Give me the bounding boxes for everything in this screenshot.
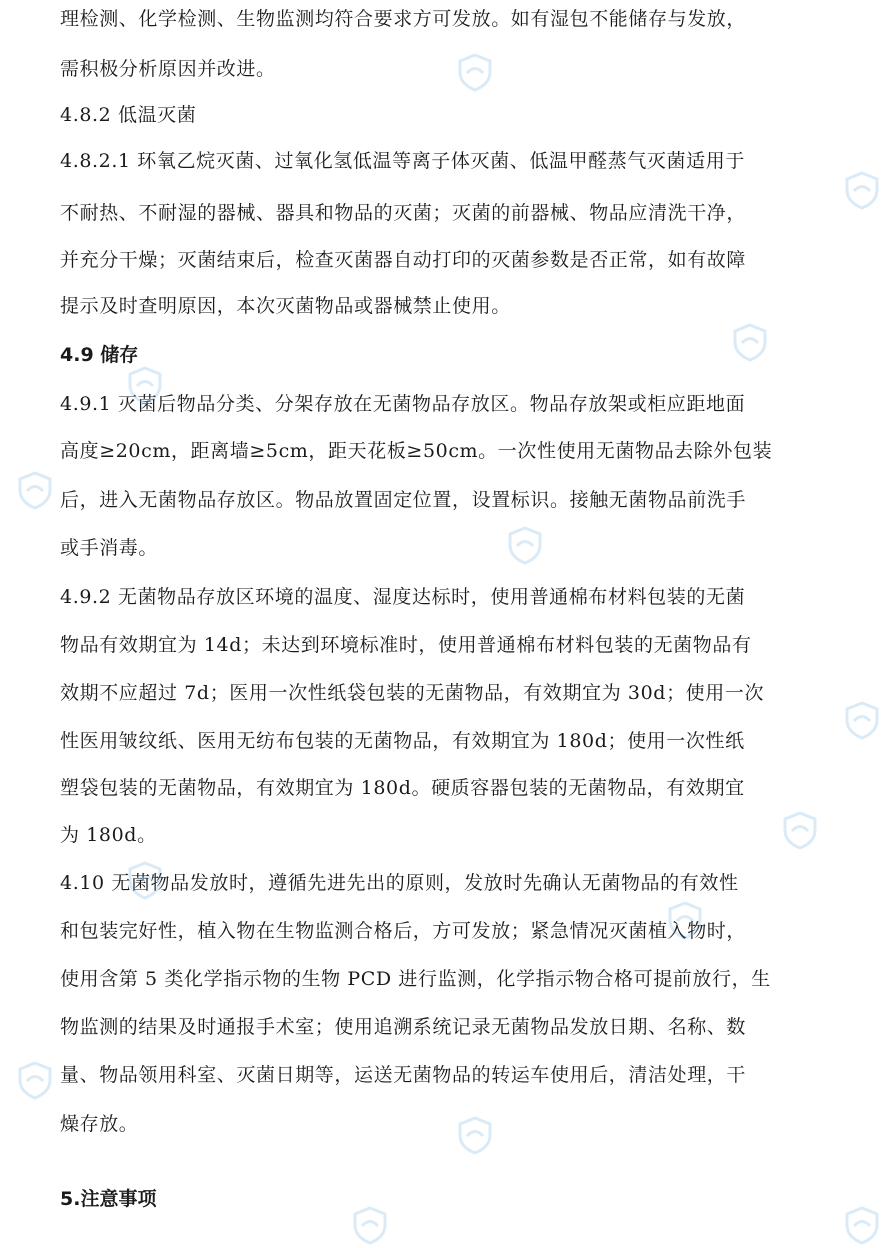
paragraph-line: 提示及时查明原因，本次灭菌物品或器械禁止使用。	[60, 295, 511, 317]
watermark-logo-icon	[15, 1060, 55, 1100]
watermark-logo-icon	[455, 1115, 495, 1155]
paragraph-line: 使用含第 5 类化学指示物的生物 PCD 进行监测，化学指示物合格可提前放行，生	[60, 968, 771, 990]
paragraph-line: 量、物品领用科室、灭菌日期等，运送无菌物品的转运车使用后，清洁处理，干	[60, 1064, 747, 1086]
paragraph-line: 不耐热、不耐湿的器械、器具和物品的灭菌；灭菌的前器械、物品应清洗干净，	[60, 202, 747, 224]
section-heading-4-9: 4.9 储存	[60, 344, 139, 366]
paragraph-line: 并充分干燥；灭菌结束后，检查灭菌器自动打印的灭菌参数是否正常，如有故障	[60, 249, 747, 271]
paragraph-line: 高度≥20cm，距离墙≥5cm，距天花板≥50cm。一次性使用无菌物品去除外包装	[60, 440, 773, 462]
paragraph-line: 4.10 无菌物品发放时，遵循先进先出的原则，发放时先确认无菌物品的有效性	[60, 872, 739, 894]
watermark-logo-icon	[842, 1205, 882, 1245]
watermark-logo-icon	[125, 365, 165, 405]
watermark-logo-icon	[665, 900, 705, 940]
watermark-logo-icon	[842, 700, 882, 740]
paragraph-line: 需积极分析原因并改进。	[60, 58, 276, 80]
paragraph-line: 4.8.2.1 环氧乙烷灭菌、过氧化氢低温等离子体灭菌、低温甲醛蒸气灭菌适用于	[60, 150, 745, 172]
paragraph-line: 物监测的结果及时通报手术室；使用追溯系统记录无菌物品发放日期、名称、数	[60, 1016, 747, 1038]
watermark-logo-icon	[842, 170, 882, 210]
paragraph-line: 为 180d。	[60, 824, 157, 846]
paragraph-line: 和包装完好性，植入物在生物监测合格后，方可发放；紧急情况灭菌植入物时，	[60, 920, 747, 942]
watermark-logo-icon	[780, 810, 820, 850]
paragraph-line: 性医用皱纹纸、医用无纺布包装的无菌物品，有效期宜为 180d；使用一次性纸	[60, 730, 745, 752]
paragraph-line: 4.9.2 无菌物品存放区环境的温度、湿度达标时，使用普通棉布材料包装的无菌	[60, 586, 746, 608]
paragraph-line: 后，进入无菌物品存放区。物品放置固定位置，设置标识。接触无菌物品前洗手	[60, 489, 747, 511]
paragraph-line: 4.9.1 灭菌后物品分类、分架存放在无菌物品存放区。物品存放架或柜应距地面	[60, 393, 746, 415]
paragraph-line: 或手消毒。	[60, 537, 159, 559]
section-title-4-8-2: 4.8.2 低温灭菌	[60, 104, 197, 126]
paragraph-line: 物品有效期宜为 14d；未达到环境标准时，使用普通棉布材料包装的无菌物品有	[60, 634, 752, 656]
watermark-logo-icon	[15, 470, 55, 510]
paragraph-line: 效期不应超过 7d；医用一次性纸袋包装的无菌物品，有效期宜为 30d；使用一次	[60, 682, 765, 704]
paragraph-line: 理检测、化学检测、生物监测均符合要求方可发放。如有湿包不能储存与发放，	[60, 8, 747, 30]
watermark-logo-icon	[455, 52, 495, 92]
watermark-logo-icon	[730, 322, 770, 362]
section-heading-5: 5.注意事项	[60, 1188, 157, 1210]
paragraph-line: 燥存放。	[60, 1113, 139, 1135]
watermark-logo-icon	[505, 525, 545, 565]
paragraph-line: 塑袋包装的无菌物品，有效期宜为 180d。硬质容器包装的无菌物品，有效期宜	[60, 777, 745, 799]
watermark-logo-icon	[125, 860, 165, 900]
watermark-logo-icon	[350, 1205, 390, 1245]
